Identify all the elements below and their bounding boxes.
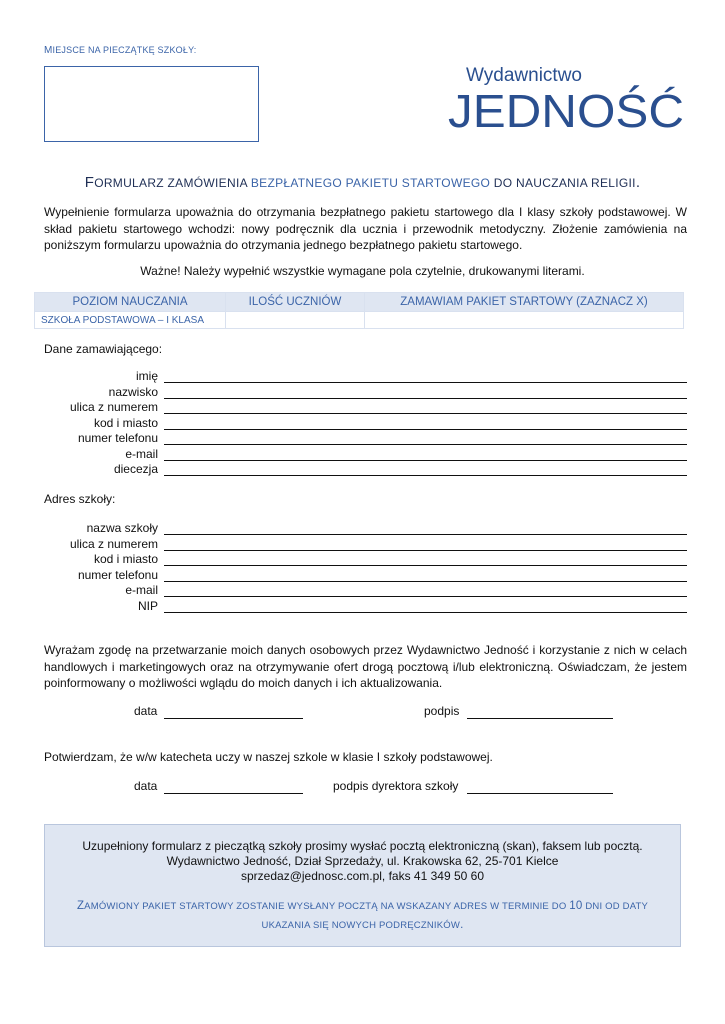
- school-phone-field[interactable]: numer telefonu: [0, 568, 725, 584]
- orderer-first-name-field[interactable]: imię: [0, 369, 725, 385]
- instructions-panel: [44, 824, 681, 947]
- orderer-heading: Dane zamawiającego:: [44, 342, 163, 356]
- signature-label: podpis: [424, 704, 460, 718]
- date-label: data: [134, 704, 158, 718]
- important-note: Ważne! Należy wypełnić wszystkie wymagane pola czytelnie, drukowanymi literami.: [140, 264, 585, 278]
- instructions-line1: Uzupełniony formularz z pieczątką szkoły prosimy wysłać pocztą elektroniczną (skan), faksem lub pocztą.: [82, 839, 643, 853]
- orderer-street-field[interactable]: ulica z numerem: [0, 400, 725, 416]
- table-row: [35, 312, 684, 329]
- orderer-diocese-field[interactable]: diecezja: [0, 462, 725, 478]
- school-name-field[interactable]: nazwa szkoły: [0, 521, 725, 537]
- logo-line1: Wydawnictwo: [466, 65, 582, 86]
- signature-line[interactable]: [467, 718, 613, 719]
- director-signature-label: podpis dyrektora szkoły: [333, 779, 459, 793]
- school-nip-field[interactable]: NIP: [0, 599, 725, 615]
- col-level: POZIOM NAUCZANIA: [35, 293, 226, 312]
- orderer-email-field[interactable]: e-mail: [0, 447, 725, 463]
- orderer-city-field[interactable]: kod i miasto: [0, 416, 725, 432]
- cell-students-input[interactable]: [226, 312, 365, 329]
- col-students: ILOŚĆ UCZNIÓW: [226, 293, 365, 312]
- director-date-line[interactable]: [164, 793, 303, 794]
- instructions-contact: sprzedaz@jednosc.com.pl, faks 41 349 50 60: [241, 869, 484, 883]
- logo-graphic: [448, 63, 688, 133]
- confirm-text: Potwierdzam, że w/w katecheta uczy w naszej szkole w klasie I szkoły podstawowej.: [44, 750, 493, 764]
- orderer-last-name-field[interactable]: nazwisko: [0, 385, 725, 401]
- form-title: FORMULARZ ZAMÓWIENIA BEZPŁATNEGO PAKIETU STARTOWEGO DO NAUCZANIA RELIGII.: [84, 174, 641, 191]
- cell-level: SZKOŁA PODSTAWOWA – I KLASA: [35, 312, 226, 329]
- logo-line2: JEDNOŚĆ: [448, 85, 684, 133]
- order-table-header: [35, 293, 684, 312]
- school-heading: Adres szkoły:: [44, 492, 116, 506]
- stamp-label: MIEJSCE NA PIECZĄTKĘ SZKOŁY:: [44, 45, 197, 56]
- cell-order-checkbox[interactable]: [365, 312, 684, 329]
- shipping-note: ZAMÓWIONY PAKIET STARTOWY ZOSTANIE WYSŁANY POCZTĄ NA WSKAZANY ADRES W TERMINIE DO 10 DNI OD DATY UKAZANIA SIĘ NOWYCH PODRĘCZNIKÓW.: [76, 900, 649, 931]
- school-street-field[interactable]: ulica z numerem: [0, 537, 725, 553]
- intro-text: Wypełnienie formularza upoważnia do otrzymania bezpłatnego pakietu startowego dla I klasy szkoły podstawowej. W skład pakietu startowego wchodzi: nowy podręcznik dla ucznia i przewodnik metodyczny. Złożenie zamówienia na poniższym formularzu upoważnia do otrzymania jednego bezpłatnego pakietu startowego.: [44, 205, 687, 252]
- orderer-phone-field[interactable]: numer telefonu: [0, 431, 725, 447]
- publisher-logo: [448, 63, 688, 133]
- stamp-box[interactable]: [44, 66, 259, 142]
- director-date-label: data: [134, 779, 158, 793]
- school-email-field[interactable]: e-mail: [0, 583, 725, 599]
- school-city-field[interactable]: kod i miasto: [0, 552, 725, 568]
- instructions-address: Wydawnictwo Jedność, Dział Sprzedaży, ul. Krakowska 62, 25-701 Kielce: [166, 854, 559, 868]
- date-line[interactable]: [164, 718, 303, 719]
- consent-text: Wyrażam zgodę na przetwarzanie moich danych osobowych przez Wydawnictwo Jedność i korzystanie z nich w celach handlowych i marketingowych oraz na otrzymywanie ofert drogą pocztową i/lub elektroniczną. Oświadczam, że jestem poinformowany o możliwości wglądu do moich danych i ich aktualizowania.: [44, 643, 687, 690]
- director-signature-line[interactable]: [467, 793, 613, 794]
- col-order: ZAMAWIAM PAKIET STARTOWY (ZAZNACZ X): [365, 293, 684, 312]
- order-table: [34, 292, 684, 329]
